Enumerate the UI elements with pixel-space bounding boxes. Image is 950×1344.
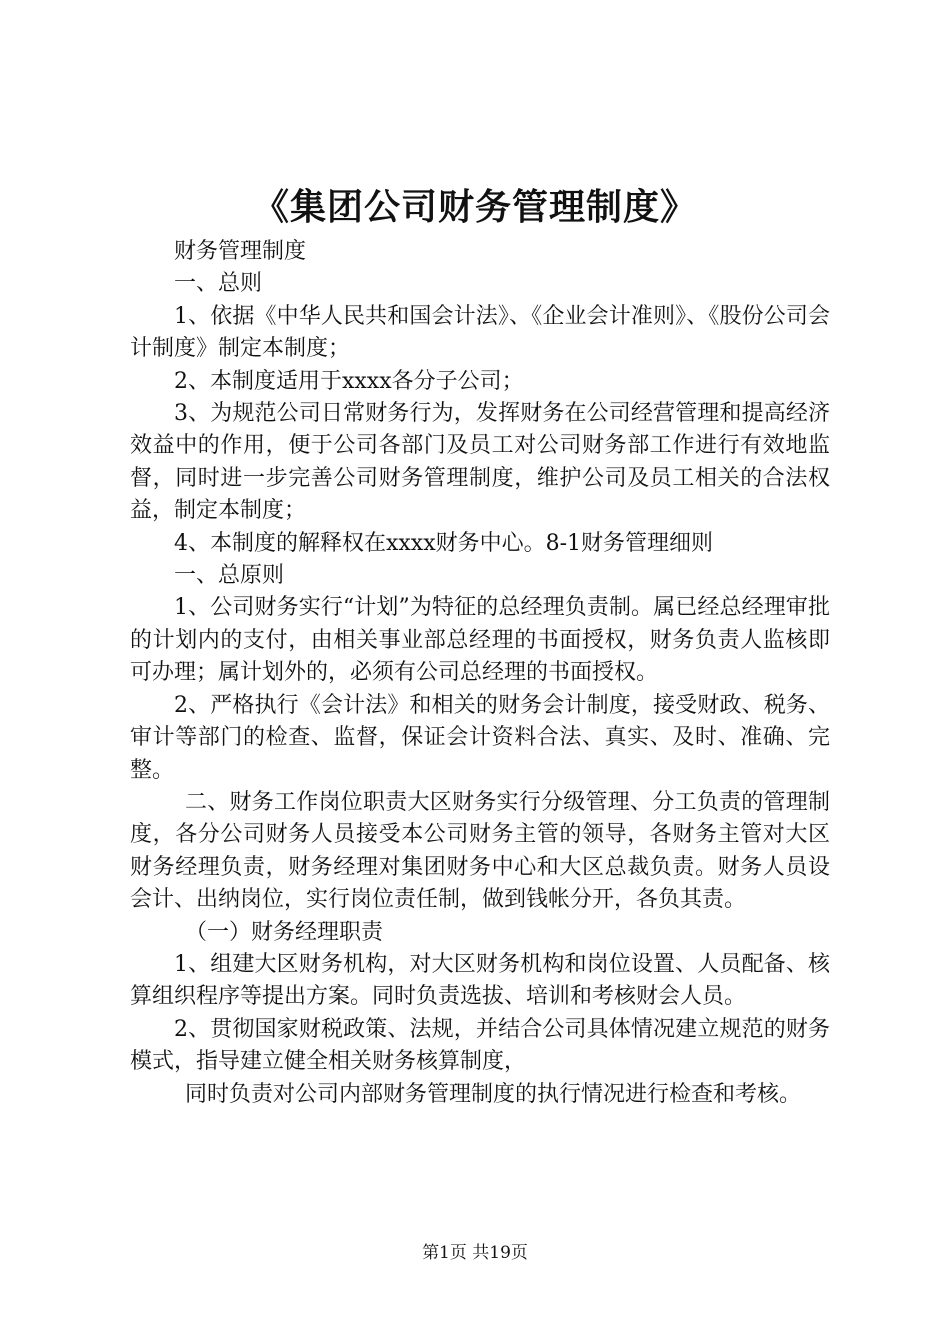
document-body	[130, 236, 830, 1111]
paragraph-item-1: 1、依据《中华人民共和国会计法》、《企业会计准则》、《股份公司会计制度》制定本制度；	[130, 303, 830, 362]
paragraph-item-4: 4、本制度的解释权在xxxx财务中心。8-1财务管理细则	[174, 530, 714, 556]
paragraph-subsection-manager: （一）财务经理职责	[185, 919, 384, 945]
paragraph-duty-1: 1、组建大区财务机构，对大区财务机构和岗位设置、人员配备、核算组织程序等提出方案。同时负责选拔、培训和考核财会人员。	[130, 951, 830, 1010]
paragraph-item-3: 3、为规范公司日常财务行为，发挥财务在公司经营管理和提高经济效益中的作用，便于公司各部门及员工对公司财务部工作进行有效地监督，同时进一步完善公司财务管理制度，维护公司及员工相关的合法权益，制定本制度；	[130, 401, 830, 524]
page-number-footer: 第1页 共19页	[422, 1243, 528, 1263]
paragraph-item-2: 2、本制度适用于xxxx各分子公司；	[174, 368, 524, 394]
paragraph-duty-2: 2、贯彻国家财税政策、法规，并结合公司具体情况建立规范的财务模式，指导建立健全相关财务核算制度，	[130, 1016, 830, 1075]
paragraph-principle-1: 1、公司财务实行“计划”为特征的总经理负责制。属已经总经理审批的计划内的支付，由相关事业部总经理的书面授权，财务负责人监核即可办理；属计划外的，必须有公司总经理的书面授权。	[130, 595, 830, 686]
document-title: 《集团公司财务管理制度》	[252, 187, 697, 228]
paragraph-duty-2-continued: 同时负责对公司内部财务管理制度的执行情况进行检查和考核。	[185, 1081, 802, 1107]
paragraph-heading-finance-system: 财务管理制度	[174, 239, 307, 264]
paragraph-section-general: 一、总则	[174, 271, 263, 297]
paragraph-section-principles: 一、总原则	[174, 563, 285, 589]
paragraph-principle-2: 2、严格执行《会计法》和相关的财务会计制度，接受财政、税务、审计等部门的检查、监督，保证会计资料合法、真实、及时、准确、完整。	[130, 692, 830, 783]
paragraph-section-duties: 二、财务工作岗位职责大区财务实行分级管理、分工负责的管理制度，各分公司财务人员接受本公司财务主管的领导，各财务主管对大区财务经理负责，财务经理对集团财务中心和大区总裁负责。财务人员设会计、出纳岗位，实行岗位责任制，做到钱帐分开，各负其责。	[130, 789, 830, 913]
